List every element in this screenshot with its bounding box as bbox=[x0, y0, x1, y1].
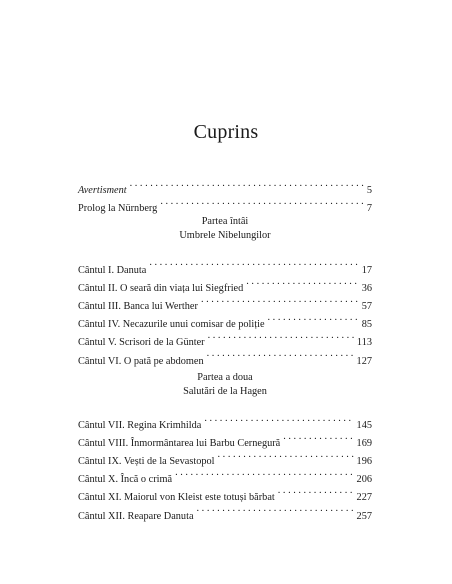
toc-entry-page: 7 bbox=[366, 203, 372, 215]
toc-entry-label: Cântul V. Scrisori de la Günter bbox=[78, 337, 205, 349]
dot-leader bbox=[278, 482, 354, 500]
toc-entry-label: Cântul II. O seară din viața lui Siegfried bbox=[78, 282, 244, 294]
toc-entry-page: 206 bbox=[356, 474, 372, 486]
toc-entry-label: Cântul I. Danuta bbox=[78, 264, 147, 276]
part-one-heading: Partea întâi bbox=[201, 216, 249, 228]
toc-entry-label: Cântul XI. Maiorul von Kleist este totuși bărbat bbox=[78, 492, 275, 504]
dot-leader bbox=[204, 410, 353, 428]
toc-entry-label: Cântul VIII. Înmormântarea lui Barbu Cernegură bbox=[78, 437, 281, 449]
toc-entry-avertisment bbox=[78, 175, 372, 197]
toc-entry-page: 145 bbox=[356, 419, 372, 431]
dot-leader bbox=[268, 309, 359, 327]
toc-entry-page: 113 bbox=[356, 337, 372, 349]
part-two-subtitle: Salutări de la Hagen bbox=[183, 385, 267, 397]
page-title: Cuprins bbox=[193, 121, 259, 143]
toc-entry-page: 127 bbox=[356, 355, 372, 367]
part-two-heading: Partea a doua bbox=[197, 371, 253, 383]
toc-entry-page: 196 bbox=[356, 456, 372, 468]
toc-entry-label: Avertisment bbox=[78, 185, 127, 197]
toc-entry-page: 257 bbox=[356, 510, 372, 522]
toc-entry-label: Cântul VII. Regina Krimhilda bbox=[78, 419, 202, 431]
toc-entry-page: 85 bbox=[361, 319, 372, 331]
table-of-contents bbox=[78, 175, 372, 522]
dot-leader bbox=[246, 273, 358, 291]
toc-entry-label: Cântul III. Banca lui Werther bbox=[78, 300, 198, 312]
dot-leader bbox=[130, 175, 364, 193]
toc-entry-page: 36 bbox=[361, 282, 372, 294]
toc-entry-label: Cântul IX. Vești de la Sevastopol bbox=[78, 456, 215, 468]
toc-entry-label: Cântul IV. Necazurile unui comisar de poliție bbox=[78, 319, 265, 331]
toc-entry-label: Cântul XII. Reapare Danuta bbox=[78, 510, 194, 522]
toc-entry-page: 17 bbox=[361, 264, 372, 276]
toc-entry bbox=[78, 410, 372, 431]
dot-leader bbox=[201, 291, 359, 309]
toc-entry-label: Cântul X. Încă o crimă bbox=[78, 474, 173, 486]
dot-leader bbox=[149, 254, 358, 272]
dot-leader bbox=[175, 464, 353, 482]
toc-entry bbox=[78, 254, 372, 276]
dot-leader bbox=[208, 327, 354, 345]
dot-leader bbox=[283, 428, 353, 446]
toc-entry-page: 57 bbox=[361, 300, 372, 312]
part-one-subtitle: Umbrele Nibelungilor bbox=[179, 230, 271, 242]
dot-leader bbox=[160, 193, 364, 211]
dot-leader bbox=[218, 446, 354, 464]
toc-entry-page: 169 bbox=[356, 437, 372, 449]
dot-leader bbox=[207, 345, 354, 363]
toc-entry-label: Cântul VI. O pată pe abdomen bbox=[78, 355, 204, 367]
toc-entry-label: Prolog la Nürnberg bbox=[78, 203, 158, 215]
dot-leader bbox=[197, 500, 354, 518]
toc-entry-page: 227 bbox=[356, 492, 372, 504]
toc-entry-page: 5 bbox=[366, 185, 372, 197]
